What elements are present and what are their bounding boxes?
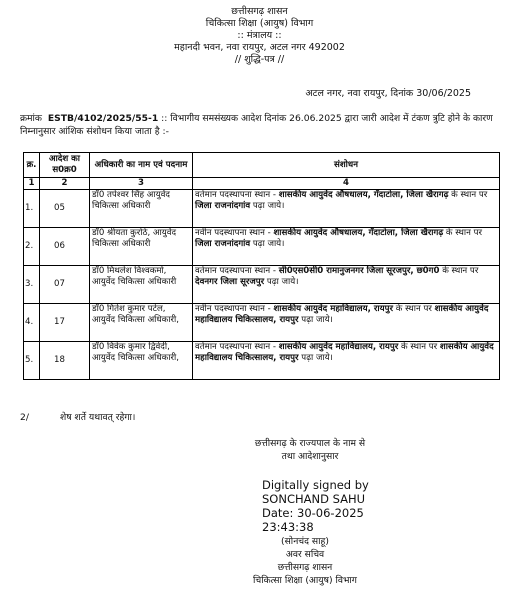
- header-officer: अधिकारी का नाम एवं पदनाम: [90, 153, 193, 178]
- row-order-no: 18: [40, 342, 90, 380]
- correction-old-place: सी0एस0सी0 रामानुजनगर जिला सूरजपुर, छ0ग0: [278, 266, 440, 276]
- correction-suffix: पढ़ा जाये।: [264, 277, 299, 287]
- signatory-block: [230, 535, 380, 587]
- correction-label: वर्तमान पदस्थापना स्थान -: [195, 190, 279, 200]
- row-correction: [193, 228, 500, 266]
- order-line: तथा आदेशानुसार: [281, 451, 339, 462]
- digital-signature: [262, 478, 369, 534]
- correction-connector: के स्थान पर: [393, 304, 435, 314]
- row-correction: [193, 266, 500, 304]
- row-serial: 4.: [24, 304, 40, 342]
- reference-prefix: क्रमांक: [20, 113, 42, 124]
- reference-text: :: विभागीय समसंख्यक आदेश दिनांक 26.06.2025 द्वारा जारी आदेश में टंकण त्रुटि होने के कारण निम्नानुसार आंशिक संशोधन किया जाता है :-: [20, 113, 493, 137]
- correction-suffix: पढ़ा जाये।: [250, 239, 285, 249]
- correction-connector: के स्थान पर: [448, 190, 488, 200]
- reference-number: ESTB/4102/2025/55-1: [47, 113, 159, 124]
- row-order-no: 07: [40, 266, 90, 304]
- correction-label: वर्तमान पदस्थापना स्थान -: [195, 342, 279, 352]
- row-correction: [193, 304, 500, 342]
- document-header: [0, 6, 519, 66]
- correction-old-place: शासकीय आयुर्वेद महाविद्यालय, रायपुर: [273, 304, 393, 314]
- signatory-org: छत्तीसगढ़ शासन: [277, 562, 333, 573]
- table-row: [24, 304, 500, 342]
- reference-paragraph: [20, 112, 500, 138]
- correction-table: [23, 152, 500, 380]
- correction-old-place: शासकीय आयुर्वेद महाविद्यालय, रायपुर: [278, 342, 399, 352]
- correction-connector: के स्थान पर: [443, 228, 483, 238]
- row-serial: 3.: [24, 266, 40, 304]
- table-row: [24, 228, 500, 266]
- signatory-department: चिकित्सा शिक्षा (आयुष) विभाग: [253, 575, 357, 586]
- digsig-time: 23:43:38: [262, 520, 314, 534]
- row-correction: [193, 190, 500, 228]
- correction-old-place: शासकीय आयुर्वेद औषधालय, गँदाटोला, जिला खैरागढ़: [273, 228, 444, 238]
- correction-new-place: जिला राजनांदगांव: [195, 239, 251, 249]
- correction-label: वर्तमान पदस्थापना स्थान -: [195, 266, 279, 276]
- correction-new-place: जिला राजनांदगांव: [195, 201, 251, 211]
- header-department: चिकित्सा शिक्षा (आयुष) विभाग: [205, 18, 314, 29]
- row-order-no: 17: [40, 304, 90, 342]
- governor-line: छत्तीसगढ़ के राज्यपाल के नाम से: [254, 438, 366, 449]
- remark-line: [20, 410, 135, 423]
- row-correction: [193, 342, 500, 380]
- header-order-no: आदेश का स0क्र0: [40, 153, 90, 178]
- row-officer: डॉ0 मिथलेश विश्वकर्मा, आयुर्वेद चिकित्सा अधिकारी: [90, 266, 193, 304]
- digsig-name: SONCHAND SAHU: [262, 492, 366, 506]
- correction-suffix: पढ़ा जाये।: [298, 353, 333, 363]
- row-order-no: 06: [40, 228, 90, 266]
- correction-new-place: शासकीय आयुर्वेद महाविद्यालय चिकित्सालय, रायपुर: [195, 342, 494, 363]
- digsig-label: Digitally signed by: [262, 478, 369, 492]
- row-officer: डॉ0 तपेश्वर सिंह आयुर्वेद चिकित्सा अधिकारी: [90, 190, 193, 228]
- date-line: अटल नगर, नवा रायपुर, दिनांक 30/06/2025: [305, 88, 471, 99]
- header-government: छत्तीसगढ़ शासन: [231, 6, 288, 17]
- table-row: [24, 266, 500, 304]
- digsig-date: Date: 30-06-2025: [262, 506, 364, 520]
- col-number: 1: [24, 178, 40, 190]
- correction-suffix: पढ़ा जाये।: [298, 315, 333, 325]
- table-row: [24, 342, 500, 380]
- row-serial: 2.: [24, 228, 40, 266]
- correction-label: नवीन पदस्थापना स्थान -: [195, 228, 274, 238]
- correction-new-place: देवनगर जिला सूरजपुर: [195, 277, 265, 287]
- row-officer: डॉ0 विवेक कुमार द्विवेदी, आयुर्वेद चिकित्सा अधिकारी,: [90, 342, 193, 380]
- row-serial: 5.: [24, 342, 40, 380]
- correction-connector: के स्थान पर: [439, 266, 479, 276]
- header-address: महानदी भवन, नवा रायपुर, अटल नगर 492002: [174, 42, 345, 53]
- table-row: [24, 190, 500, 228]
- remark-number: 2/: [20, 412, 29, 423]
- row-officer: डॉ0 गितेश कुमार पटेल, आयुर्वेद चिकित्सा अधिकारी,: [90, 304, 193, 342]
- table-header-row: [24, 153, 500, 178]
- signatory-name: (सोनचंद साहू): [281, 536, 329, 547]
- signatory-designation: अवर सचिव: [285, 549, 325, 560]
- col-number: 2: [40, 178, 90, 190]
- col-number: 4: [193, 178, 500, 190]
- header-doc-type: // शुद्धि-पत्र //: [234, 54, 285, 65]
- correction-new-place: शासकीय आयुर्वेद महाविद्यालय चिकित्सालय, रायपुर: [195, 304, 489, 325]
- correction-label: नवीन पदस्थापना स्थान -: [195, 304, 274, 314]
- correction-suffix: पढ़ा जाये।: [250, 201, 285, 211]
- row-order-no: 05: [40, 190, 90, 228]
- row-officer: डॉ0 श्रीयता कुरोठे, आयुर्वेद चिकित्सा अधिकारी: [90, 228, 193, 266]
- remark-text: शेष शर्ते यथावत् रहेगा।: [60, 412, 136, 423]
- correction-connector: के स्थान पर: [398, 342, 440, 352]
- col-number: 3: [90, 178, 193, 190]
- header-serial: क्र.: [24, 153, 40, 178]
- header-correction: संशोधन: [193, 153, 500, 178]
- correction-old-place: शासकीय आयुर्वेद औषधालय, गँदाटोला, जिला खैरागढ़: [278, 190, 449, 200]
- governor-order: [240, 437, 380, 463]
- column-number-row: [24, 178, 500, 190]
- row-serial: 1.: [24, 190, 40, 228]
- header-ministry: :: मंत्रालय ::: [237, 30, 282, 41]
